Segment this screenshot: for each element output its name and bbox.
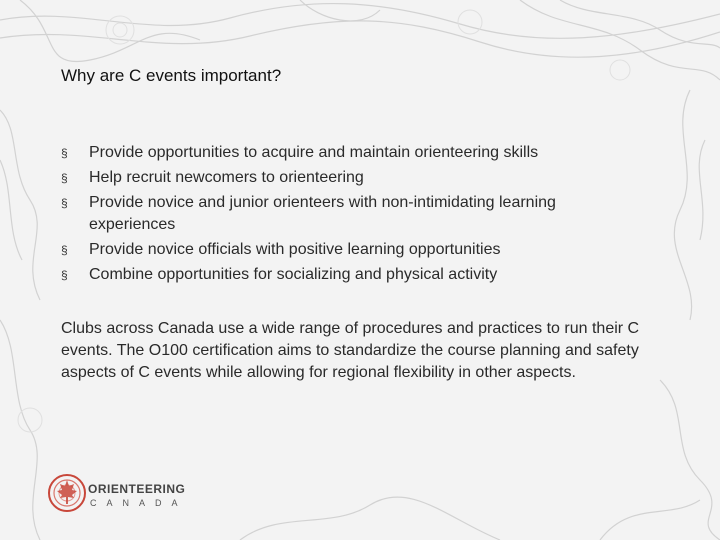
maple-leaf-icon bbox=[46, 472, 88, 514]
orienteering-canada-logo bbox=[46, 470, 206, 518]
logo-subtitle: CANADA bbox=[90, 498, 188, 508]
bullet-marker: § bbox=[61, 268, 68, 282]
bullet-text: Provide novice and junior orienteers with non-intimidating learning experiences bbox=[89, 194, 556, 233]
bullet-text: Combine opportunities for socializing and physical activity bbox=[89, 266, 498, 283]
bullet-marker: § bbox=[61, 171, 68, 185]
body-paragraph: Clubs across Canada use a wide range of procedures and practices to run their C events. The O100 certification aims to standardize the course planning and safety aspects of C events while allowing for regional flexibility in other aspects. bbox=[61, 320, 640, 381]
bullet-item bbox=[61, 192, 641, 236]
bullet-marker: § bbox=[61, 243, 68, 257]
logo-wordmark: ORIENTEERING bbox=[88, 482, 186, 496]
bullet-text: Help recruit newcomers to orienteering bbox=[89, 169, 364, 186]
bullet-item bbox=[61, 264, 641, 286]
bullet-text: Provide opportunities to acquire and maintain orienteering skills bbox=[89, 144, 539, 161]
bullet-item bbox=[61, 142, 641, 164]
bullet-item bbox=[61, 167, 641, 189]
bullet-marker: § bbox=[61, 146, 68, 160]
bullet-list bbox=[61, 142, 641, 289]
bullet-marker: § bbox=[61, 196, 68, 210]
slide-title: Why are C events important? bbox=[61, 66, 282, 85]
bullet-item bbox=[61, 239, 641, 261]
bullet-text: Provide novice officials with positive learning opportunities bbox=[89, 241, 501, 258]
